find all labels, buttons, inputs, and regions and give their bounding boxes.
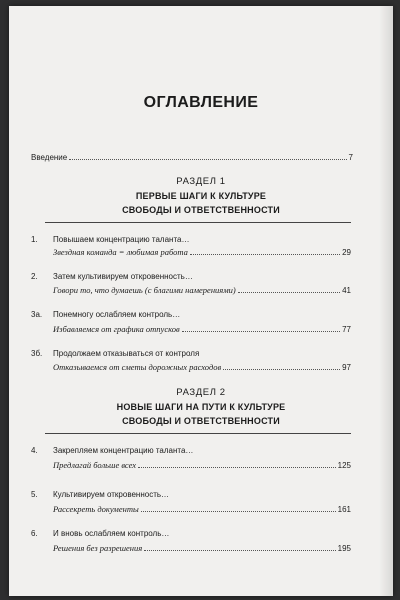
toc-entry-subtitle[interactable] bbox=[53, 362, 351, 372]
section-label: РАЗДЕЛ 1 bbox=[176, 176, 226, 187]
toc-entry-subtitle[interactable] bbox=[53, 324, 351, 334]
entry-subtitle: Решения без разрешения bbox=[53, 543, 143, 553]
entry-page: 77 bbox=[342, 325, 351, 334]
leader-dots bbox=[238, 292, 340, 293]
entry-number: 2. bbox=[31, 272, 38, 281]
section-title-line: ПЕРВЫЕ ШАГИ К КУЛЬТУРЕ bbox=[135, 191, 267, 201]
entry-subtitle: Говори то, что думаешь (с благими намерениями) bbox=[53, 285, 236, 295]
section-title-line: НОВЫЕ ШАГИ НА ПУТИ К КУЛЬТУРЕ bbox=[116, 402, 286, 412]
entry-title: Введение bbox=[31, 153, 68, 162]
entry-title[interactable]: Культивируем откровенность… bbox=[53, 490, 170, 499]
entry-title[interactable]: Закрепляем концентрацию таланта… bbox=[53, 446, 194, 455]
toc-entry-intro[interactable] bbox=[31, 153, 353, 162]
entry-subtitle: Звездная команда = любимая работа bbox=[53, 247, 188, 257]
entry-number: 1. bbox=[31, 235, 38, 244]
entry-number: 4. bbox=[31, 446, 38, 455]
toc-entry-subtitle[interactable] bbox=[53, 543, 351, 553]
entry-page: 41 bbox=[342, 286, 351, 295]
entry-title[interactable]: Повышаем концентрацию таланта… bbox=[53, 235, 190, 244]
leader-dots bbox=[182, 331, 340, 332]
entry-number: 3б. bbox=[31, 349, 43, 358]
toc-entry-subtitle[interactable] bbox=[53, 504, 351, 514]
entry-number: 6. bbox=[31, 529, 38, 538]
leader-dots bbox=[223, 369, 340, 370]
page-title: ОГЛАВЛЕНИЕ bbox=[143, 94, 259, 111]
entry-subtitle: Избавляемся от графика отпусков bbox=[53, 324, 180, 334]
section-title-line: СВОБОДЫ И ОТВЕТСТВЕННОСТИ bbox=[122, 416, 280, 426]
entry-title[interactable]: Понемногу ослабляем контроль… bbox=[53, 310, 181, 319]
leader-dots bbox=[141, 511, 336, 512]
entry-page: 125 bbox=[337, 461, 351, 470]
leader-dots bbox=[144, 550, 335, 551]
section-rule bbox=[45, 222, 351, 223]
entry-subtitle: Отказываемся от сметы дорожных расходов bbox=[53, 362, 222, 372]
toc-entry-subtitle[interactable] bbox=[53, 460, 351, 470]
leader-dots bbox=[138, 467, 336, 468]
entry-page: 97 bbox=[342, 363, 351, 372]
entry-page: 161 bbox=[337, 505, 351, 514]
entry-number: 3а. bbox=[31, 310, 43, 319]
leader-dots bbox=[190, 254, 340, 255]
leader-dots bbox=[69, 159, 346, 160]
entry-subtitle: Предлагай больше всех bbox=[53, 460, 137, 470]
entry-title[interactable]: И вновь ослабляем контроль… bbox=[53, 529, 170, 538]
entry-number: 5. bbox=[31, 490, 38, 499]
entry-subtitle: Рассекреть документы bbox=[53, 504, 139, 514]
entry-title[interactable]: Продолжаем отказываться от контроля bbox=[53, 349, 200, 358]
section-rule bbox=[45, 433, 351, 434]
toc-entry-subtitle[interactable] bbox=[53, 247, 351, 257]
entry-page: 195 bbox=[337, 544, 351, 553]
entry-page: 7 bbox=[348, 153, 353, 162]
entry-title[interactable]: Затем культивируем откровенность… bbox=[53, 272, 193, 281]
section-label: РАЗДЕЛ 2 bbox=[176, 387, 226, 398]
book-page bbox=[9, 6, 393, 596]
section-title-line: СВОБОДЫ И ОТВЕТСТВЕННОСТИ bbox=[122, 205, 280, 215]
toc-entry-subtitle[interactable] bbox=[53, 285, 351, 295]
entry-page: 29 bbox=[342, 248, 351, 257]
